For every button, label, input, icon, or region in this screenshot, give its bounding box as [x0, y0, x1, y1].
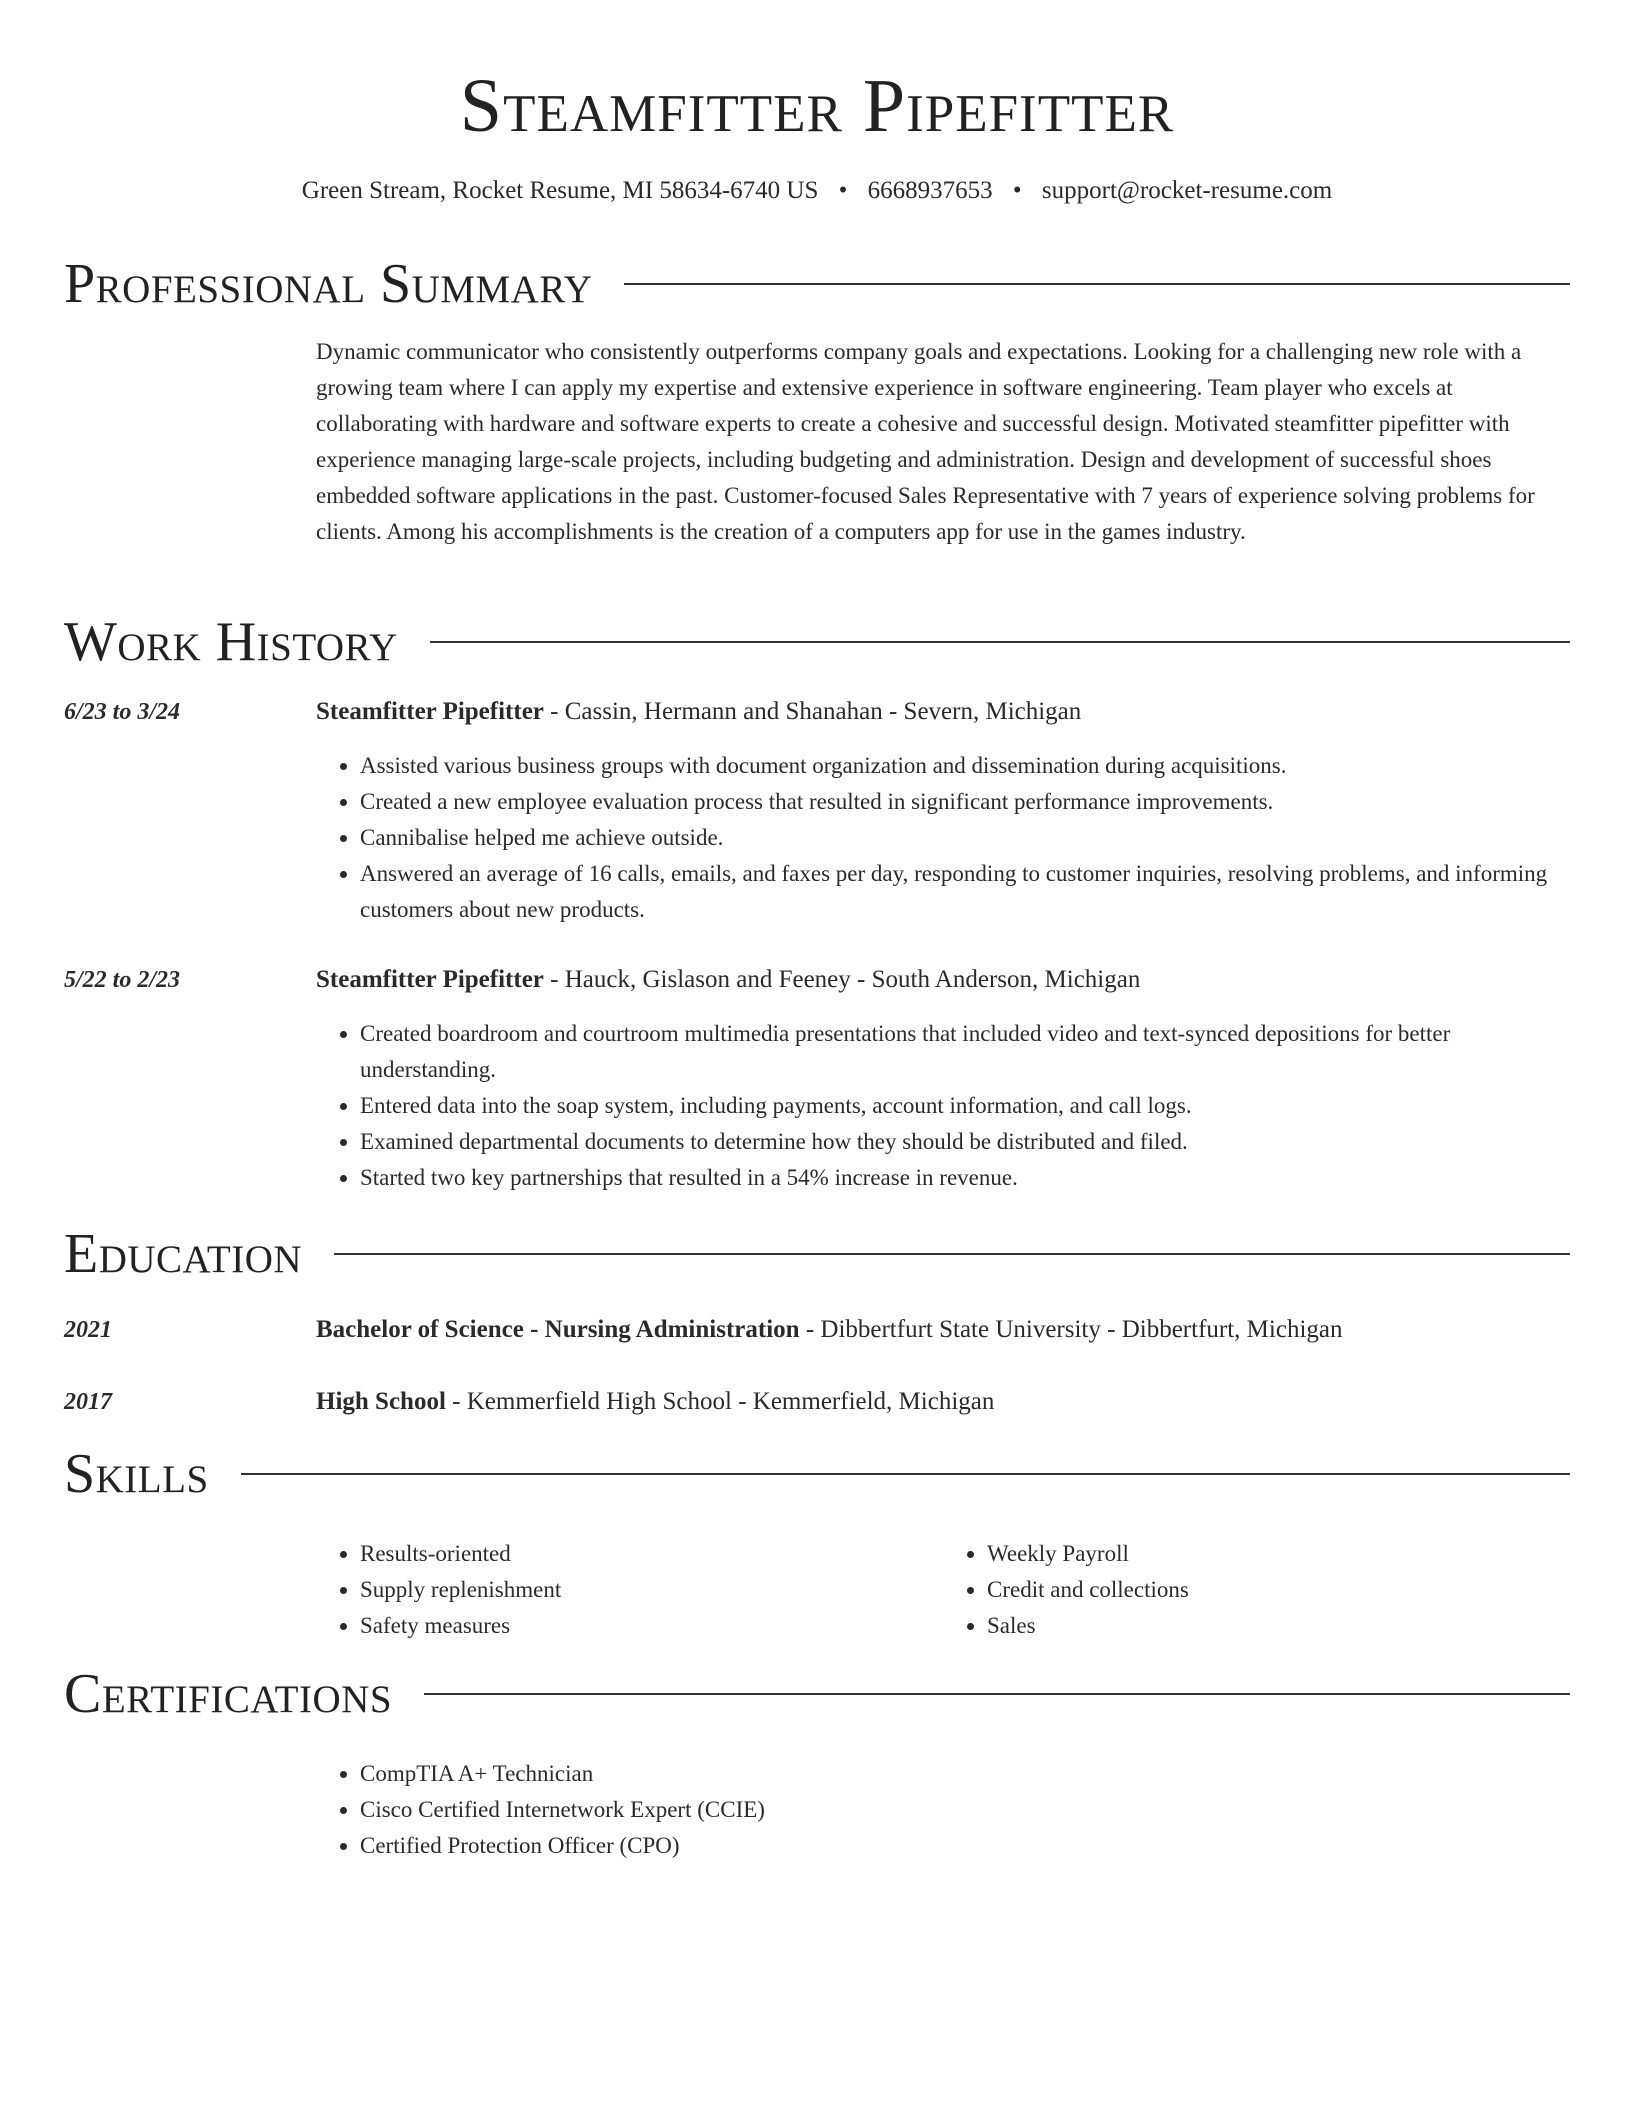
skill-item: • Credit and collections: [987, 1572, 1570, 1608]
certification-item: • Cisco Certified Internetwork Expert (CCIE): [360, 1792, 1570, 1828]
job-bullet: • Created a new employee evaluation process that resulted in significant performance improvements.: [360, 784, 1570, 820]
job-bullet: • Entered data into the soap system, including payments, account information, and call logs.: [360, 1088, 1570, 1124]
certification-item: • Certified Protection Officer (CPO): [360, 1828, 1570, 1864]
job-title-line: [316, 962, 1140, 998]
skills-heading: Skills: [64, 1443, 209, 1505]
skills-section-header: [64, 1442, 1570, 1506]
work-section-header: [64, 610, 1570, 674]
skill-item: • Supply replenishment: [360, 1572, 943, 1608]
education-degree: Bachelor of Science - Nursing Administration: [316, 1316, 800, 1343]
education-school: - Dibbertfurt State University - Dibbertfurt, Michigan: [799, 1316, 1343, 1343]
skills-body: [316, 1536, 1570, 1644]
education-degree: High School: [316, 1388, 446, 1415]
section-divider: [241, 1473, 1570, 1475]
contact-separator: •: [1012, 177, 1022, 204]
summary-heading: Professional Summary: [64, 253, 593, 315]
job-bullets: [316, 748, 1570, 928]
job-title: Steamfitter Pipefitter: [316, 966, 544, 993]
job-bullet: • Examined departmental documents to determine how they should be distributed and filed.: [360, 1124, 1570, 1160]
job-dates: 5/22 to 2/23: [64, 967, 181, 993]
summary-body: [316, 334, 1570, 550]
education-title-line: [316, 1312, 1342, 1348]
education-entry: [64, 1312, 1570, 1348]
section-divider: [334, 1253, 1570, 1255]
job-bullet: • Started two key partnerships that resulted in a 54% increase in revenue.: [360, 1160, 1570, 1196]
skill-item: • Weekly Payroll: [987, 1536, 1570, 1572]
job-employer: - Cassin, Hermann and Shanahan - Severn, Michigan: [543, 698, 1082, 725]
candidate-name: Steamfitter Pipefitter: [459, 64, 1175, 148]
job-bullets: [316, 1016, 1570, 1196]
education-section-header: [64, 1222, 1570, 1286]
skills-list-right: [943, 1536, 1570, 1644]
section-divider: [424, 1693, 1570, 1695]
education-year: 2021: [64, 1317, 112, 1343]
education-year: 2017: [64, 1389, 112, 1415]
education-title-line: [316, 1384, 994, 1420]
job-dates: 6/23 to 3/24: [64, 699, 181, 725]
job-bullet: • Answered an average of 16 calls, emails, and faxes per day, responding to customer inquiries, resolving problems, and informing customers about new products.: [360, 856, 1570, 928]
section-divider: [430, 641, 1570, 643]
education-entry: [64, 1384, 1570, 1420]
certifications-heading: Certifications: [64, 1663, 393, 1725]
job-bullet: • Created boardroom and courtroom multimedia presentations that included video and text-synced depositions for better understanding.: [360, 1016, 1570, 1088]
skill-item: • Results-oriented: [360, 1536, 943, 1572]
job-entry: [64, 694, 1570, 730]
certifications-section-header: [64, 1662, 1570, 1726]
skill-item: • Sales: [987, 1608, 1570, 1644]
job-entry: [64, 962, 1570, 998]
contact-email: support@rocket-resume.com: [1041, 177, 1333, 204]
job-title-line: [316, 694, 1081, 730]
job-bullet: • Cannibalise helped me achieve outside.: [360, 820, 1570, 856]
certifications-body: [316, 1756, 1570, 1864]
section-divider: [624, 283, 1570, 285]
contact-line: [64, 174, 1570, 208]
certification-item: • CompTIA A+ Technician: [360, 1756, 1570, 1792]
education-school: - Kemmerfield High School - Kemmerfield, Michigan: [445, 1388, 995, 1415]
job-employer: - Hauck, Gislason and Feeney - South Anderson, Michigan: [543, 966, 1141, 993]
skills-list-left: [316, 1536, 943, 1644]
job-bullet: • Assisted various business groups with document organization and dissemination during acquisitions.: [360, 748, 1570, 784]
skill-item: • Safety measures: [360, 1608, 943, 1644]
summary-section-header: [64, 252, 1570, 316]
work-heading: Work History: [64, 611, 398, 673]
contact-address: Green Stream, Rocket Resume, MI 58634-6740 US: [301, 177, 819, 204]
job-title: Steamfitter Pipefitter: [316, 698, 544, 725]
summary-text: Dynamic communicator who consistently outperforms company goals and expectations. Looking for a challenging new role with a growing team where I can apply my expertise and extensive experience in software engineering. Team player who excels at collaborating with hardware and software experts to create a cohesive and successful design. Motivated steamfitter pipefitter with experience managing large-scale projects, including budgeting and administration. Design and development of successful shoes embedded software applications in the past. Customer-focused Sales Representative with 7 years of experience solving problems for clients. Among his accomplishments is the creation of a computers app for use in the games industry.: [316, 339, 1535, 544]
contact-separator: •: [838, 177, 848, 204]
contact-phone: 6668937653: [867, 177, 993, 204]
education-heading: Education: [64, 1223, 303, 1285]
